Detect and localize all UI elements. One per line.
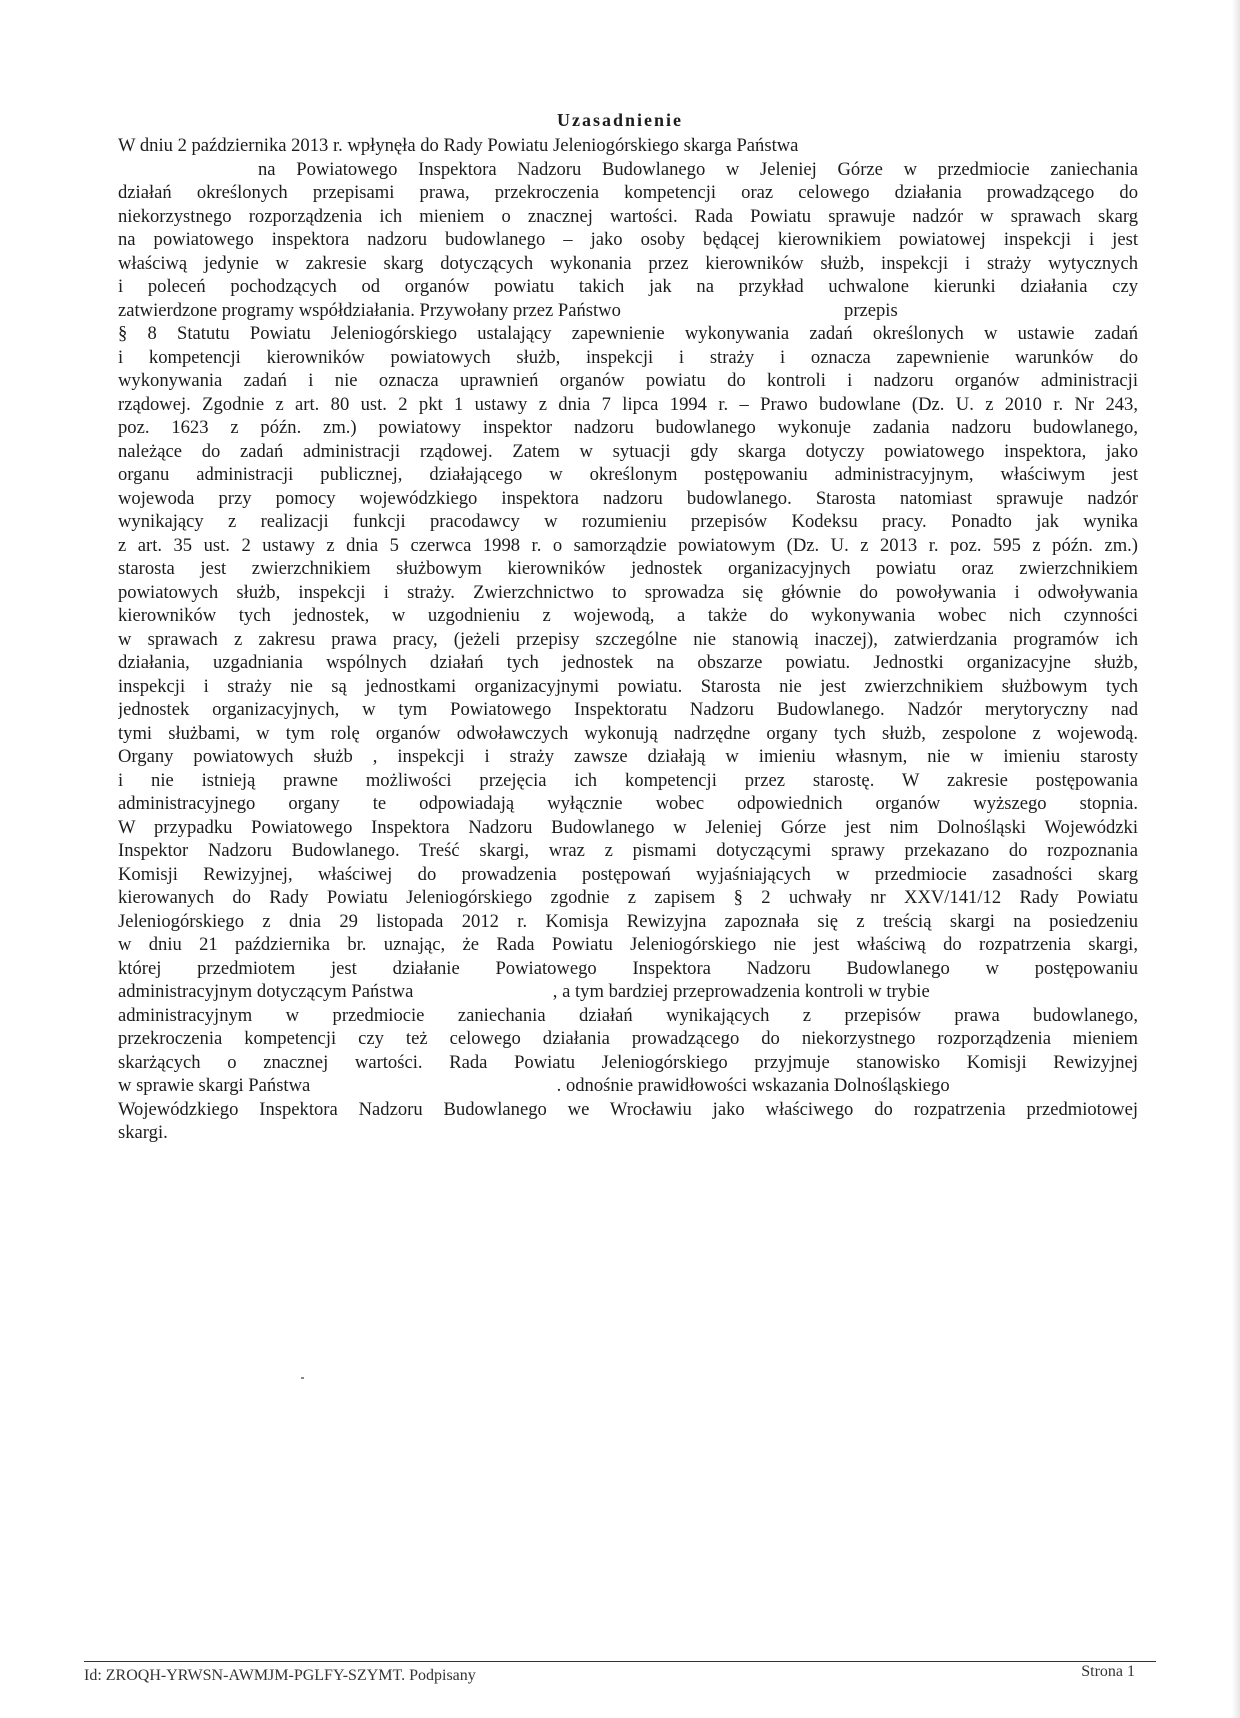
body-line: starosta jest zwierzchnikiem służbowym kierowników jednostek organizacyjnych powiatu oraz zwierzchnikiem [118,558,1138,579]
document-title: Uzasadnienie [556,110,683,130]
body-line: i poleceń pochodzących od organów powiatu takich jak na przykład uchwalone kierunki działania czy [118,276,1138,297]
body-line: na powiatowego inspektora nadzoru budowlanego – jako osoby będącej kierownikiem powiatowej inspekcji i jest [118,229,1138,250]
body-line: Wojewódzkiego Inspektora Nadzoru Budowlanego we Wrocławiu jako właściwego do rozpatrzenia przedmiotowej [118,1098,1138,1120]
footer-document-id: Id: ZROQH-YRWSN-AWMJM-PGLFY-SZYMT. Podpisany [84,1667,476,1684]
body-line: z art. 35 ust. 2 ustawy z dnia 5 czerwca 1998 r. o samorządzie powiatowym (Dz. U. z 2013 r. poz. 595 z późn. zm.) [118,534,1138,556]
body-line: wykonywania zadań i nie oznacza uprawnień organów powiatu do kontroli i nadzoru organów administracji [118,370,1138,391]
body-line: Jeleniogórskiego z dnia 29 listopada 2012 r. Komisja Rewizyjna zapoznała się z treścią skargi na posiedzeniu [118,910,1138,932]
body-line: właściwą jedynie w zakresie skarg dotyczących wykonania przez kierowników służb, inspekcji i straży wytycznych [118,252,1138,274]
body-line: niekorzystnego rozporządzenia ich mieniem o znacznej wartości. Rada Powiatu sprawuje nadzór w sprawach skarg [118,205,1138,227]
body-line: administracyjnego organy te odpowiadają wyłącznie wobec odpowiednich organów wyższego stopnia. [118,793,1138,814]
body-line: Inspektor Nadzoru Budowlanego. Treść skargi, wraz z pismami dotyczącymi sprawy przekazano do rozpoznania [118,840,1138,861]
body-line: w dniu 21 października br. uznając, że Rada Powiatu Jeleniogórskiego nie jest właściwą do rozpatrzenia skargi, [118,934,1138,955]
footer-page-number: Strona 1 [1081,1663,1135,1680]
body-line: przekroczenia kompetencji czy też celowego działania prowadzącego do niekorzystnego rozporządzenia mieniem [118,1028,1138,1049]
body-line: działania, uzgadniania wspólnych działań tych jednostek na obszarze powiatu. Jednostki organizacyjne służb, [118,652,1138,673]
body-line: administracyjnym w przedmiocie zaniechania działań wynikających z przepisów prawa budowlanego, [118,1004,1138,1026]
body-line: wynikający z realizacji funkcji pracodawcy w rozumieniu przepisów Kodeksu pracy. Ponadto jak wynika [118,511,1138,532]
body-line: na Powiatowego Inspektora Nadzoru Budowlanego w Jeleniej Górze w przedmiocie zaniechania [258,158,1138,180]
body-line: w sprawach z zakresu prawa pracy, (jeżeli przepisy szczególne nie stanowią inaczej), zatwierdzania programów ich [118,628,1138,650]
body-line: i nie istnieją prawne możliwości przejęcia ich kompetencji przez starostę. W zakresie postępowania [118,769,1138,791]
body-line: skargi. [118,1122,168,1143]
body-line: Komisji Rewizyjnej, właściwej do prowadzenia postępowań wyjaśniających w przedmiocie zasadności skarg [118,863,1138,885]
body-line: w sprawie skargi Państwa . odnośnie prawidłowości wskazania Dolnośląskiego [118,1075,950,1096]
body-line: rządowej. Zgodnie z art. 80 ust. 2 pkt 1 ustawy z dnia 7 lipca 1994 r. – Prawo budowlane (Dz. U. z 2010 r. Nr 243, [118,393,1138,415]
body-line: zatwierdzone programy współdziałania. Przywołany przez Państwo przepis [118,299,898,321]
document-body [118,134,1138,1145]
footer-divider [84,1661,1156,1662]
body-line: kierowników tych jednostek, w uzgodnieniu z wojewodą, a także do wykonywania wobec nich czynności [118,605,1138,626]
body-line: W dniu 2 października 2013 r. wpłynęła do Rady Powiatu Jeleniogórskiego skarga Państwa [118,135,799,156]
scan-speck [301,1377,304,1379]
body-line: Organy powiatowych służb , inspekcji i straży zawsze działają w imieniu własnym, nie w imieniu starosty [118,746,1138,767]
body-line: organu administracji publicznej, działającego w określonym postępowaniu administracyjnym, właściwym jest [118,464,1138,485]
body-line: której przedmiotem jest działanie Powiatowego Inspektora Nadzoru Budowlanego w postępowaniu [118,957,1138,979]
body-line: poz. 1623 z późn. zm.) powiatowy inspektor nadzoru budowlanego wykonuje zadania nadzoru budowlanego, [118,417,1138,438]
body-line: działań określonych przepisami prawa, przekroczenia kompetencji oraz celowego działania prowadzącego do [118,182,1138,203]
body-line: należące do zadań administracji rządowej. Zatem w sytuacji gdy skarga dotyczy powiatowego inspektora, jako [118,440,1138,462]
body-line: kierowanych do Rady Powiatu Jeleniogórskiego zgodnie z zapisem § 2 uchwały nr XXV/141/12 Rady Powiatu [118,887,1138,908]
body-line: skarżących o znacznej wartości. Rada Powiatu Jeleniogórskiego przyjmuje stanowisko Komisji Rewizyjnej [118,1051,1138,1073]
body-line: administracyjnym dotyczącym Państwa , a tym bardziej przeprowadzenia kontroli w trybie [118,981,930,1002]
body-line: inspekcji i straży nie są jednostkami organizacyjnymi powiatu. Starosta nie jest zwierzchnikiem służbowym tych [118,675,1138,697]
body-line: jednostek organizacyjnych, w tym Powiatowego Inspektoratu Nadzoru Budowlanego. Nadzór merytoryczny nad [118,699,1138,720]
scan-edge-shadow [1232,0,1240,1718]
body-line: § 8 Statutu Powiatu Jeleniogórskiego ustalający zapewnienie wykonywania zadań określonych w ustawie zadań [118,323,1138,344]
body-line: powiatowych służb, inspekcji i straży. Zwierzchnictwo to sprowadza się głównie do powoływania i odwoływania [118,581,1138,603]
body-line: W przypadku Powiatowego Inspektora Nadzoru Budowlanego w Jeleniej Górze jest nim Dolnośląski Wojewódzki [118,816,1138,838]
body-line: tymi służbami, w tym rolę organów odwoławczych wykonują nadrzędne organy tych służb, zespolone z wojewodą. [118,722,1138,744]
body-line: wojewoda przy pomocy wojewódzkiego inspektora nadzoru budowlanego. Starosta natomiast sprawuje nadzór [118,487,1138,509]
body-line: i kompetencji kierowników powiatowych służb, inspekcji i straży i oznacza zapewnienie warunków do [118,346,1138,368]
